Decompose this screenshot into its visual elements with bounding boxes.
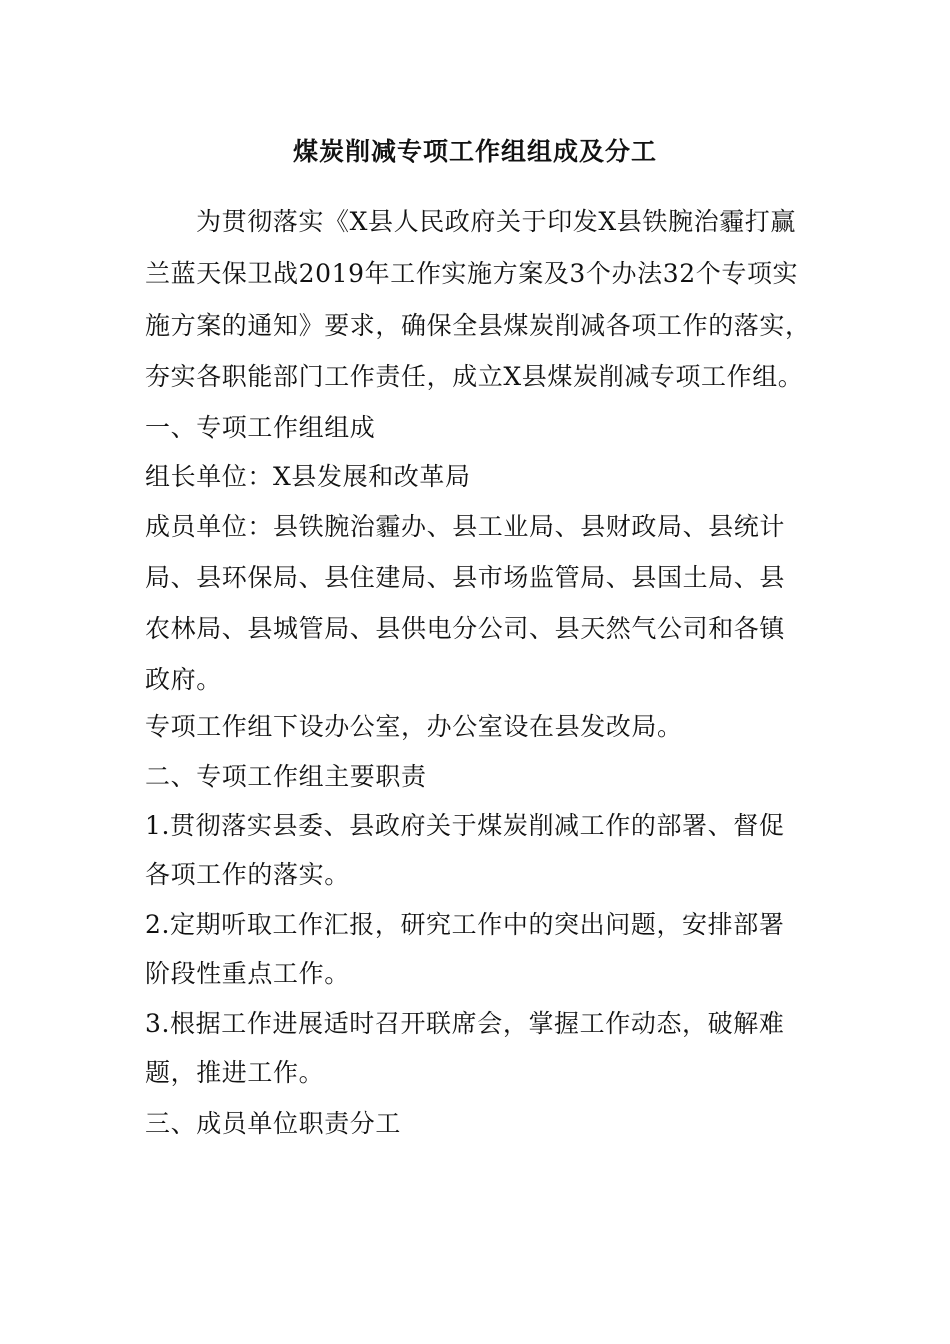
paragraph-line: 夯实各职能部门工作责任，成立X县煤炭削减专项工作组。 <box>145 362 804 391</box>
paragraph-line: 组长单位：X县发展和改革局 <box>145 462 471 491</box>
paragraph-line: 阶段性重点工作。 <box>145 959 350 988</box>
section-heading: 一、专项工作组组成 <box>145 413 376 442</box>
section-heading: 三、成员单位职责分工 <box>145 1109 402 1138</box>
paragraph-line: 1.贯彻落实县委、县政府关于煤炭削减工作的部署、督促 <box>145 811 785 840</box>
paragraph-line: 3.根据工作进展适时召开联席会，掌握工作动态，破解难 <box>145 1009 785 1038</box>
paragraph-line: 各项工作的落实。 <box>145 860 350 889</box>
paragraph-line: 为贯彻落实《X县人民政府关于印发X县铁腕治霾打赢 <box>196 207 796 236</box>
paragraph-line: 兰蓝天保卫战2019年工作实施方案及3个办法32个专项实 <box>145 259 799 288</box>
document-title: 煤炭削减专项工作组组成及分工 <box>292 137 657 166</box>
paragraph-line: 施方案的通知》要求，确保全县煤炭削减各项工作的落实， <box>145 311 811 340</box>
paragraph-line: 2.定期听取工作汇报，研究工作中的突出问题，安排部署 <box>145 910 785 939</box>
section-heading: 二、专项工作组主要职责 <box>145 762 427 791</box>
paragraph-line: 局、县环保局、县住建局、县市场监管局、县国土局、县 <box>145 563 786 592</box>
paragraph-line: 政府。 <box>145 665 222 694</box>
paragraph-line: 成员单位：县铁腕治霾办、县工业局、县财政局、县统计 <box>145 512 786 541</box>
paragraph-line: 农林局、县城管局、县供电分公司、县天然气公司和各镇 <box>145 614 786 643</box>
paragraph-line: 专项工作组下设办公室，办公室设在县发改局。 <box>145 712 683 741</box>
paragraph-line: 题，推进工作。 <box>145 1058 325 1087</box>
